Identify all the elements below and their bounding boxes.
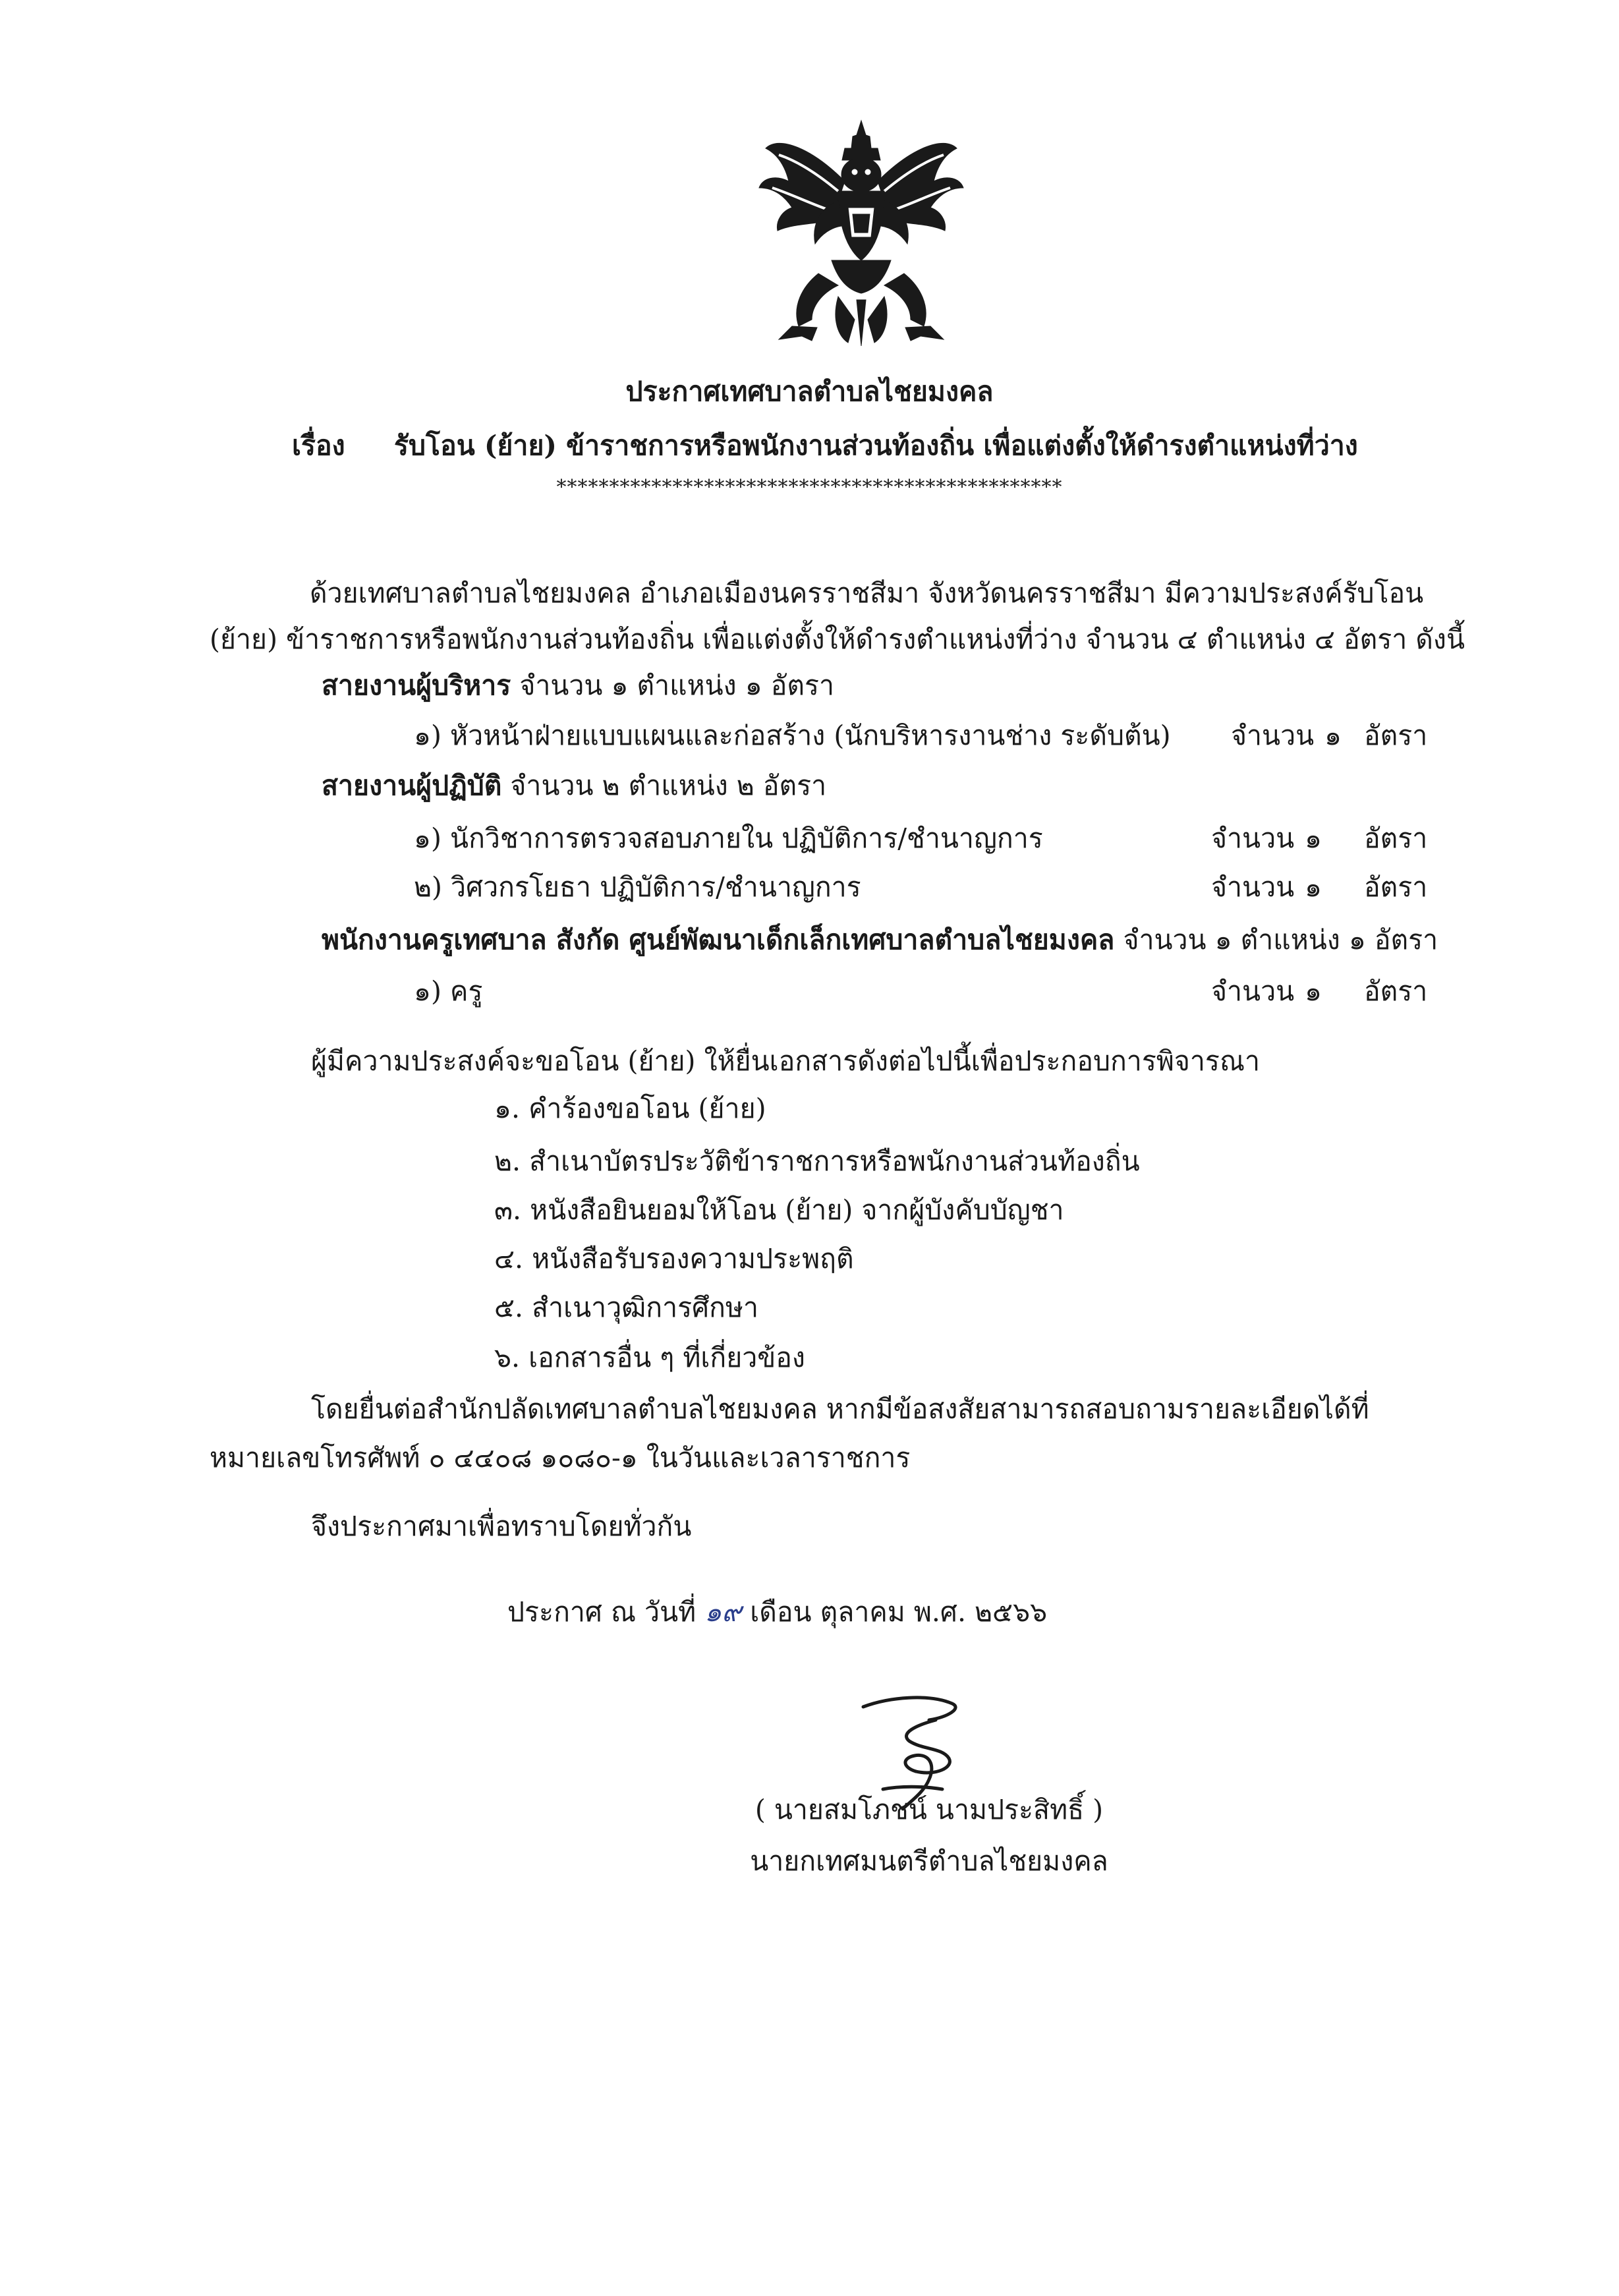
section-heading-rest: จำนวน ๒ ตำแหน่ง ๒ อัตรา	[501, 770, 827, 801]
section-heading-bold: สายงานผู้บริหาร	[322, 670, 511, 701]
position-count-label: จำนวน	[1211, 871, 1295, 903]
position-unit: อัตรา	[1364, 720, 1428, 751]
garuda-emblem-icon	[739, 109, 983, 353]
date-prefix: ประกาศ ณ วันที่	[507, 1596, 696, 1628]
document-item: ๕. สำเนาวุฒิการศึกษา	[494, 1292, 759, 1323]
section-heading-bold: สายงานผู้ปฏิบัติ	[322, 770, 502, 801]
closing-statement: จึงประกาศมาเพื่อทราบโดยทั่วกัน	[311, 1510, 692, 1542]
document-item: ๔. หนังสือรับรองความประพฤติ	[494, 1243, 854, 1275]
announcement-title: ประกาศเทศบาลตำบลไชยมงคล	[625, 376, 994, 407]
position-unit: อัตรา	[1364, 822, 1428, 854]
subject-text: รับโอน (ย้าย) ข้าราชการหรือพนักงานส่วนท้องถิ่น เพื่อแต่งตั้งให้ดำรงตำแหน่งที่ว่าง	[394, 430, 1358, 461]
position-count: ๑	[1305, 871, 1322, 903]
subject-label: เรื่อง	[292, 430, 345, 461]
intro-line-1: ด้วยเทศบาลตำบลไชยมงคล อำเภอเมืองนครราชสีมา จังหวัดนครราชสีมา มีความประสงค์รับโอน	[310, 577, 1424, 609]
section-heading-bold: พนักงานครูเทศบาล สังกัด ศูนย์พัฒนาเด็กเล็กเทศบาลตำบลไชยมงคล	[322, 924, 1115, 956]
position-count: ๑	[1324, 720, 1342, 751]
position-count-label: จำนวน	[1211, 822, 1295, 854]
document-item: ๖. เอกสารอื่น ๆ ที่เกี่ยวข้อง	[494, 1342, 805, 1373]
date-suffix: เดือน ตุลาคม พ.ศ. ๒๕๖๖	[750, 1596, 1048, 1628]
position-item-label: ๑) ครู	[414, 975, 483, 1007]
section-heading-teacher	[322, 921, 1438, 958]
separator: ************************************************	[556, 476, 1063, 499]
position-count-label: จำนวน	[1231, 720, 1315, 751]
section-heading-executive	[322, 667, 834, 704]
position-count: ๑	[1305, 822, 1322, 854]
position-unit: อัตรา	[1364, 975, 1428, 1007]
document-item: ๓. หนังสือยินยอมให้โอน (ย้าย) จากผู้บังคับบัญชา	[494, 1194, 1064, 1226]
submission-line-2: หมายเลขโทรศัพท์ ๐ ๔๔๐๘ ๑๐๘๐-๑ ในวันและเวลาราชการ	[210, 1442, 911, 1474]
position-item-label: ๒) วิศวกรโยธา ปฏิบัติการ/ชำนาญการ	[414, 871, 861, 903]
submission-line-1: โดยยื่นต่อสำนักปลัดเทศบาลตำบลไชยมงคล หากมีข้อสงสัยสามารถสอบถามรายละเอียดได้ที่	[311, 1393, 1369, 1425]
document-item: ๑. คำร้องขอโอน (ย้าย)	[494, 1093, 766, 1124]
position-item-label: ๑) หัวหน้าฝ่ายแบบแผนและก่อสร้าง (นักบริหารงานช่าง ระดับต้น)	[414, 720, 1171, 751]
section-heading-rest: จำนวน ๑ ตำแหน่ง ๑ อัตรา	[1114, 924, 1438, 956]
documents-intro: ผู้มีความประสงค์จะขอโอน (ย้าย) ให้ยื่นเอกสารดังต่อไปนี้เพื่อประกอบการพิจารณา	[311, 1045, 1261, 1077]
section-heading-operational	[322, 767, 826, 804]
announcement-date	[507, 1593, 1047, 1630]
intro-line-2: (ย้าย) ข้าราชการหรือพนักงานส่วนท้องถิ่น เพื่อแต่งตั้งให้ดำรงตำแหน่งที่ว่าง จำนวน ๔ ตำแหน่ง ๔ อัตรา ดังนี้	[210, 623, 1465, 655]
date-day-handwritten: ๑๙	[704, 1596, 742, 1628]
position-count: ๑	[1305, 975, 1322, 1007]
position-count-label: จำนวน	[1211, 975, 1295, 1007]
section-heading-rest: จำนวน ๑ ตำแหน่ง ๑ อัตรา	[511, 670, 835, 701]
signatory-name: ( นายสมโภชน์ นามประสิทธิ์ )	[754, 1794, 1104, 1825]
position-item-label: ๑) นักวิชาการตรวจสอบภายใน ปฏิบัติการ/ชำนาญการ	[414, 822, 1043, 854]
document-item: ๒. สำเนาบัตรประวัติข้าราชการหรือพนักงานส่วนท้องถิ่น	[494, 1145, 1140, 1177]
position-unit: อัตรา	[1364, 871, 1428, 903]
signatory-position: นายกเทศมนตรีตำบลไชยมงคล	[750, 1845, 1108, 1877]
